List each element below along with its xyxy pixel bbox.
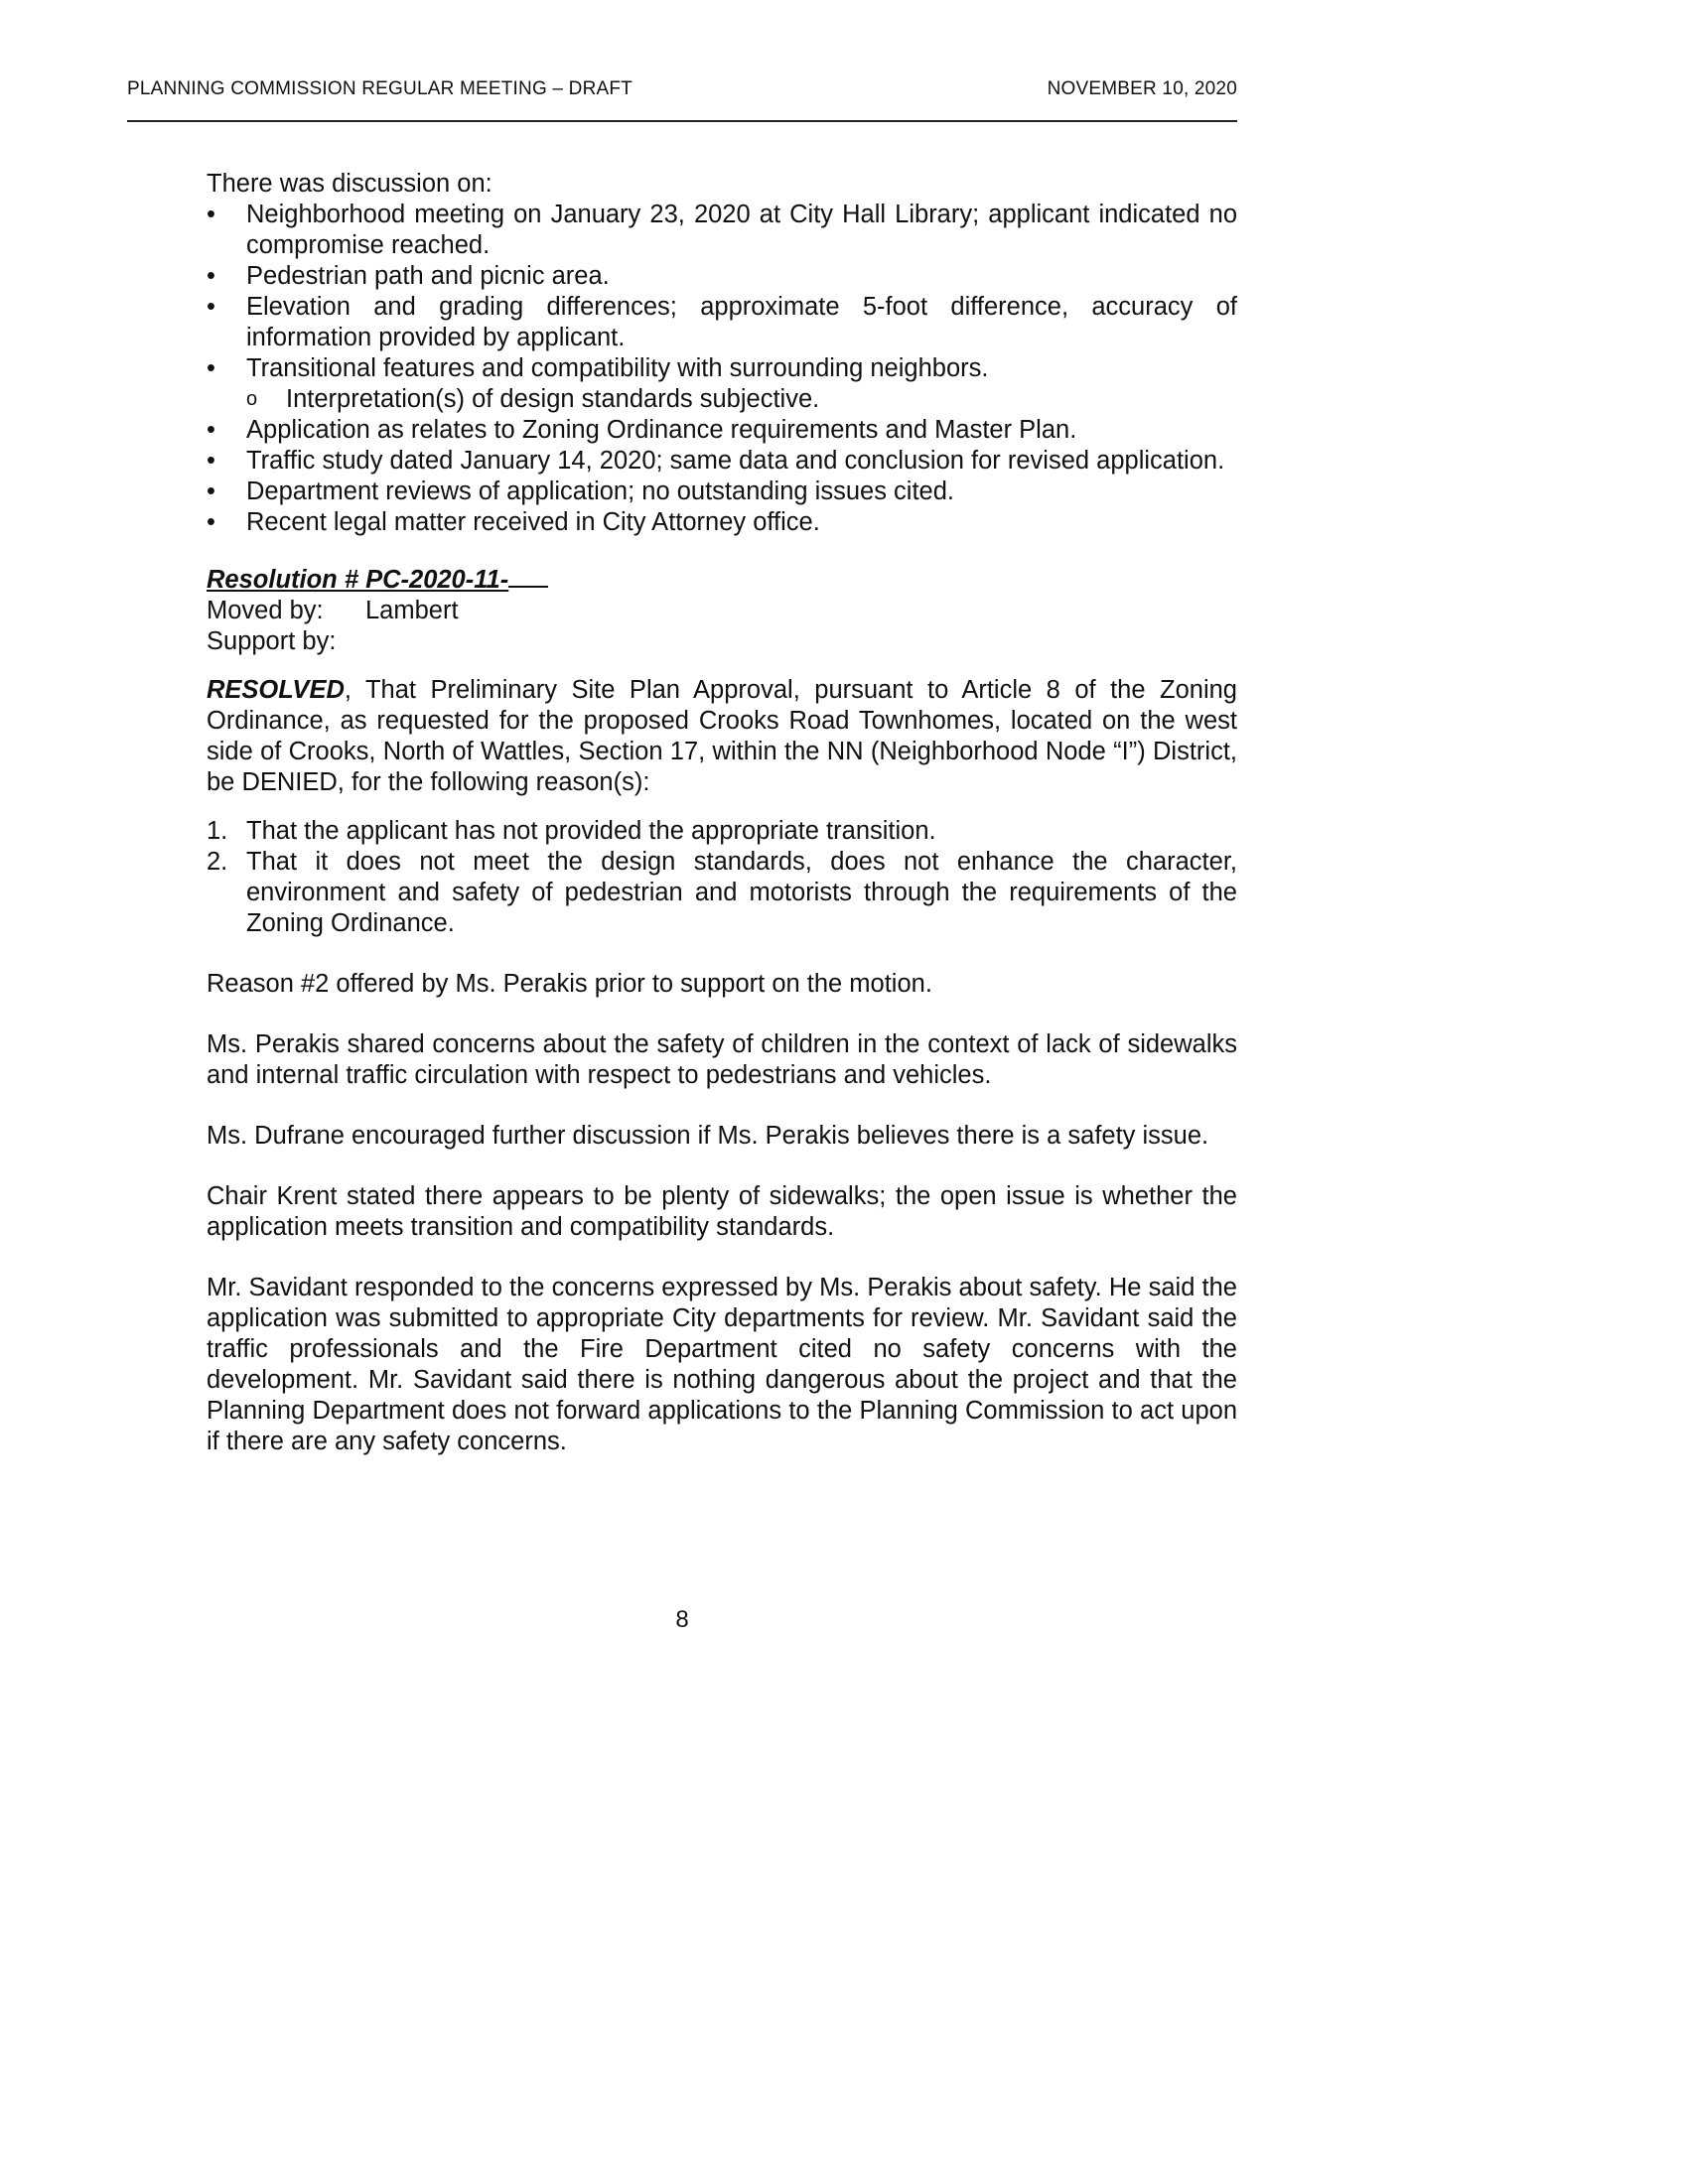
discussion-list — [207, 200, 1237, 538]
list-item — [207, 200, 1237, 261]
resolution-number-blank — [508, 564, 548, 588]
sub-list-item — [207, 384, 1237, 415]
bullet-icon: • — [207, 508, 215, 536]
bullet-icon: • — [207, 201, 215, 228]
resolution-number: Resolution # PC-2020-11- — [207, 566, 509, 594]
list-item-text: Pedestrian path and picnic area. — [246, 262, 610, 290]
moved-by-label: Moved by: — [207, 597, 324, 624]
paragraph: Ms. Dufrane encouraged further discussion if Ms. Perakis believes there is a safety issue. — [207, 1122, 1209, 1150]
header-divider — [127, 120, 1237, 122]
list-item — [207, 353, 1237, 384]
list-item-text: Application as relates to Zoning Ordinance requirements and Master Plan. — [246, 416, 1077, 444]
list-item — [207, 446, 1237, 477]
sub-bullet-icon: o — [246, 388, 258, 410]
list-item-text: Department reviews of application; no outstanding issues cited. — [246, 478, 954, 505]
moved-by-value: Lambert — [365, 597, 459, 624]
list-item-text: Elevation and grading differences; approximate 5-foot difference, accuracy of information provided by applicant. — [246, 293, 1237, 351]
bullet-icon: • — [207, 416, 215, 444]
reason-item — [207, 847, 1237, 939]
paragraph: Chair Krent stated there appears to be plenty of sidewalks; the open issue is whether the application meets transition and compatibility standards. — [207, 1182, 1237, 1241]
list-item-text: Recent legal matter received in City Attorney office. — [246, 508, 820, 536]
bullet-icon: • — [207, 447, 215, 475]
list-item — [207, 415, 1237, 446]
list-item — [207, 292, 1237, 353]
header-title: PLANNING COMMISSION REGULAR MEETING – DRAFT — [127, 78, 633, 99]
resolution-title — [207, 564, 548, 596]
reason-number: 1. — [207, 817, 228, 845]
list-item-text: Interpretation(s) of design standards subjective. — [286, 385, 820, 413]
document-body — [207, 169, 1237, 1457]
discussion-intro: There was discussion on: — [207, 170, 492, 198]
paragraph: Ms. Perakis shared concerns about the safety of children in the context of lack of sidewalks and internal traffic circulation with respect to pedestrians and vehicles. — [207, 1030, 1237, 1089]
page-number: 8 — [675, 1606, 689, 1633]
bullet-icon: • — [207, 478, 215, 505]
list-item-text: Traffic study dated January 14, 2020; same data and conclusion for revised application. — [246, 447, 1225, 475]
reason-number: 2. — [207, 848, 228, 876]
page-header — [127, 78, 1237, 102]
paragraph: Mr. Savidant responded to the concerns expressed by Ms. Perakis about safety. He said the application was submitted to appropriate City departments for review. Mr. Savidant said the traffic professionals and the Fire Department cited no safety concerns with the development. Mr. Savidant said there is nothing dangerous about the project and that the Planning Department does not forward applications to the Planning Commission to act upon if there are any safety concerns. — [207, 1274, 1237, 1455]
list-item-text: Transitional features and compatibility with surrounding neighbors. — [246, 354, 989, 382]
reason-text: That the applicant has not provided the appropriate transition. — [246, 817, 936, 845]
bullet-icon: • — [207, 354, 215, 382]
reason-text: That it does not meet the design standards, does not enhance the character, environment and safety of pedestrian and motorists through the requirements of the Zoning Ordinance. — [246, 848, 1237, 937]
list-item-text: Neighborhood meeting on January 23, 2020 at City Hall Library; applicant indicated no compromise reached. — [246, 201, 1237, 259]
reasons-list — [207, 816, 1237, 939]
list-item — [207, 507, 1237, 538]
reason-item — [207, 816, 1237, 847]
support-by-label: Support by: — [207, 627, 337, 655]
paragraph: Reason #2 offered by Ms. Perakis prior to support on the motion. — [207, 970, 932, 998]
resolved-paragraph — [207, 675, 1237, 798]
support-by-row — [207, 626, 1237, 657]
header-date: NOVEMBER 10, 2020 — [1047, 78, 1237, 99]
list-item — [207, 477, 1237, 507]
bullet-icon: • — [207, 293, 215, 321]
moved-by-row — [207, 596, 1237, 626]
list-item — [207, 261, 1237, 292]
resolved-keyword: RESOLVED — [207, 676, 345, 704]
bullet-icon: • — [207, 262, 215, 290]
resolved-text: , That Preliminary Site Plan Approval, pursuant to Article 8 of the Zoning Ordinance, as requested for the proposed Crooks Road Townhomes, located on the west side of Crooks, North of Wattles, Section 17, within the NN (Neighborhood Node “I”) District, be DENIED, for the following reason(s): — [207, 676, 1237, 796]
